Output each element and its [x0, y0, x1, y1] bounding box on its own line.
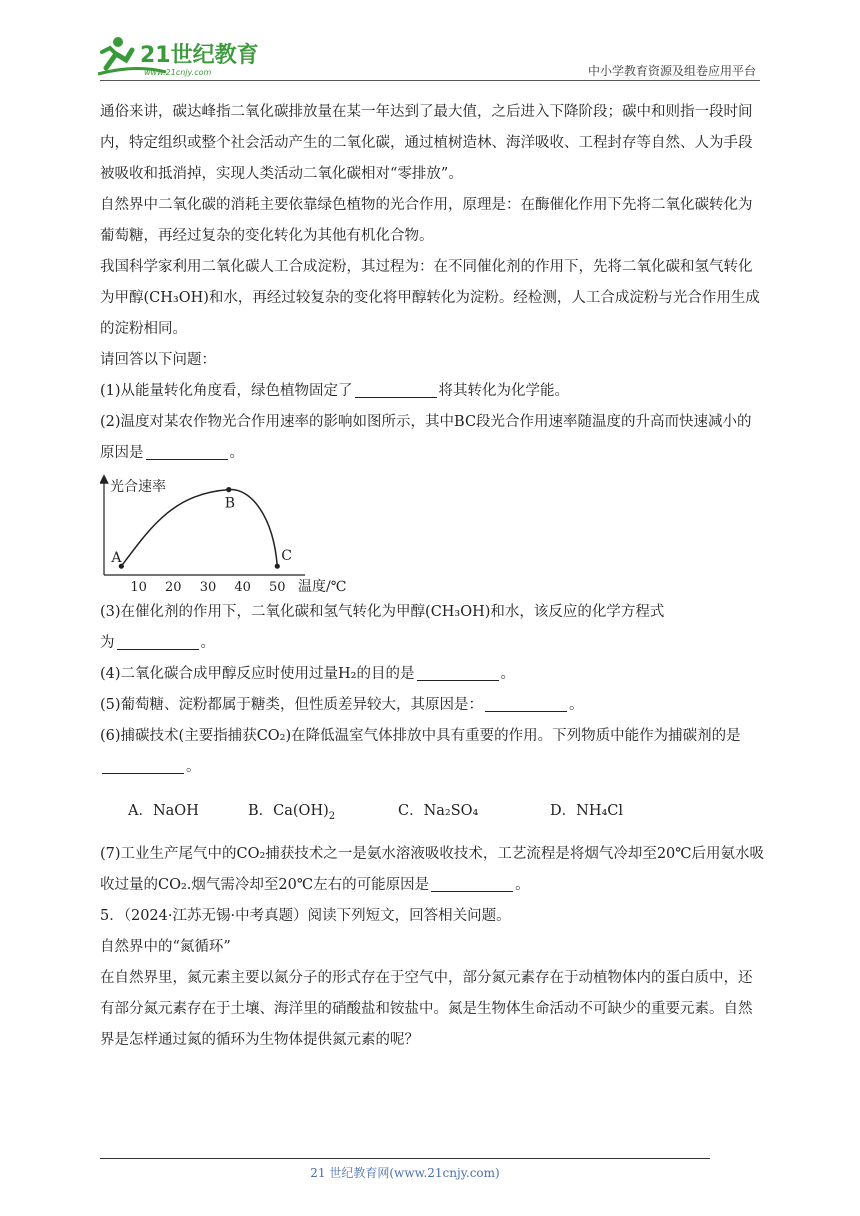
point-label-B: B: [224, 495, 236, 512]
answer-blank-4[interactable]: [417, 664, 499, 681]
x-tick-label-20: 20: [165, 580, 182, 595]
document-body: [100, 97, 764, 1056]
option-b[interactable]: B．$Ca(OH)_2$: [248, 803, 336, 822]
x-tick-label-30: 30: [199, 580, 217, 595]
question-4: (4)二氧化碳合成甲醇反应时使用过量H₂的目的是 。: [100, 666, 515, 682]
header-platform-text: 中小学教育资源及组卷应用平台: [587, 64, 756, 78]
question-1: (1)从能量转化角度看，绿色植物固定了 将其转化为化学能。: [100, 383, 570, 399]
question-5: (5)葡萄糖、淀粉都属于糖类，但性质差异较大，其原因是： 。: [100, 697, 584, 713]
paragraph-artificial-starch: 我国科学家利用二氧化碳人工合成淀粉，其过程为：在不同催化剂的作用下，先将二氧化碳和氢气转化为甲醇(CH₃OH)和水，再经过较复杂的变化将甲醇转化为淀粉。经检测，人工合成淀粉与光合作用生成的淀粉相同。: [100, 259, 760, 337]
logo-url-text: www.21cnjy.com: [144, 68, 212, 77]
question-6: (6)捕碳技术(主要指捕获CO₂)在降低温室气体排放中具有重要的作用。下列物质中能作为捕碳剂的是。: [100, 728, 741, 775]
footer-divider: [100, 1158, 710, 1159]
question-2: (2)温度对某农作物光合作用速率的影响如图所示，其中BC段光合作用速率随温度的升高而快速减小的原因是 。: [100, 414, 752, 461]
point-label-C: C: [281, 548, 292, 565]
site-logo: [96, 34, 266, 80]
section-5-heading: 5．（2024·江苏无锡·中考真题）阅读下列短文，回答相关问题。: [100, 908, 511, 924]
question-prompt: 请回答以下问题：: [100, 352, 216, 368]
answer-blank-1[interactable]: [355, 381, 437, 398]
option-a[interactable]: A．NaOH: [128, 803, 199, 819]
chart-svg: [100, 469, 400, 597]
footer-text: 21 世纪教育网(www.21cnjy.com): [310, 1166, 500, 1180]
option-d[interactable]: D．NH₄Cl: [550, 803, 624, 819]
paragraph-photosynthesis: 自然界中二氧化碳的消耗主要依靠绿色植物的光合作用，原理是：在酶催化作用下先将二氧化碳转化为葡萄糖，再经过复杂的变化转化为其他有机化合物。: [100, 197, 753, 244]
point-B: [226, 487, 231, 492]
answer-blank-3[interactable]: [117, 633, 199, 650]
point-C: [275, 564, 280, 569]
paragraph-carbon-peak: 通俗来讲，碳达峰指二氧化碳排放量在某一年达到了最大值，之后进入下降阶段；碳中和则指一段时间内，特定组织或整个社会活动产生的二氧化碳，通过植树造林、海洋吸收、工程封存等自然、人为手段被吸收和抵消掉，实现人类活动二氧化碳相对“零排放”。: [100, 104, 753, 182]
x-axis-label: 温度/℃: [298, 579, 347, 595]
point-label-A: A: [111, 550, 122, 567]
rate-curve: [121, 490, 277, 567]
y-axis-label: 光合速率: [110, 479, 166, 495]
answer-blank-5[interactable]: [485, 695, 567, 712]
option-c[interactable]: C．Na₂SO₄: [398, 803, 479, 819]
photosynthesis-chart: [100, 469, 764, 597]
x-tick-label-10: 10: [130, 580, 147, 595]
question-6-options: [128, 791, 764, 831]
section-5-title: 自然界中的“氮循环”: [100, 939, 231, 955]
question-3: (3)在催化剂的作用下，二氧化碳和氢气转化为甲醇(CH₃OH)和水，该反应的化学方程式: [100, 604, 665, 620]
x-tick-label-40: 40: [234, 580, 251, 595]
x-tick-label-50: 50: [269, 580, 286, 595]
question-7: (7)工业生产尾气中的CO₂捕获技术之一是氨水溶液吸收技术，工艺流程是将烟气冷却至20℃后用氨水吸收过量的CO₂.烟气需冷却至20℃左右的可能原因是 。: [100, 846, 765, 893]
answer-blank-6[interactable]: [102, 757, 184, 774]
answer-blank-2[interactable]: [146, 443, 228, 460]
section-5-body: 在自然界里，氮元素主要以氮分子的形式存在于空气中，部分氮元素存在于动植物体内的蛋白质中，还有部分氮元素存在于土壤、海洋里的硝酸盐和铵盐中。氮是生物体生命活动不可缺少的重要元素。自然界是怎样通过氮的循环为生物体提供氮元素的呢？: [100, 970, 753, 1048]
answer-blank-7[interactable]: [431, 875, 513, 892]
header-divider: [100, 80, 760, 81]
logo-main-text: 21世纪教育: [140, 43, 259, 68]
question-3-cont: 为 。: [100, 635, 215, 651]
